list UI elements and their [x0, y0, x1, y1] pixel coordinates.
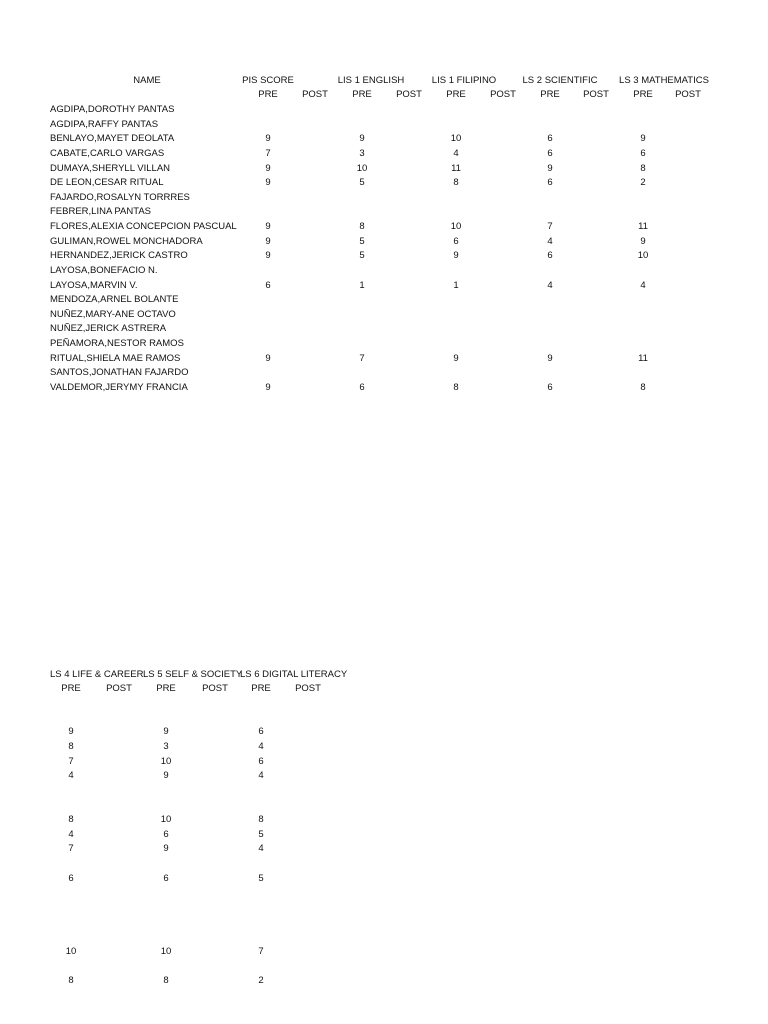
pre-score: 6 [359, 381, 365, 393]
pre-score: 10 [450, 133, 462, 145]
pre-score: 8 [453, 177, 459, 189]
pre-score: 8 [68, 814, 74, 826]
pre-score: 6 [258, 726, 264, 738]
student-name: NUÑEZ,MARY-ANE OCTAVO [50, 308, 176, 320]
student-name: FEBRER,LINA PANTAS [50, 206, 152, 218]
post-column-header: POST [202, 683, 228, 694]
pre-score: 9 [453, 352, 459, 364]
subject-header: LS 5 SELF & SOCIETY [143, 669, 243, 680]
pre-score: 10 [160, 755, 172, 767]
student-name: LAYOSA,BONEFACIO N. [50, 264, 158, 276]
pre-score: 5 [359, 250, 365, 262]
pre-score: 4 [258, 740, 264, 752]
pre-score: 5 [359, 235, 365, 247]
pre-score: 11 [638, 352, 648, 364]
pre-column-header: PRE [251, 683, 271, 694]
pre-score: 8 [163, 974, 169, 986]
student-name: BENLAYO,MAYET DEOLATA [50, 133, 175, 145]
pre-score: 4 [640, 279, 646, 291]
pre-score: 10 [637, 250, 649, 262]
student-name: HERNANDEZ,JERICK CASTRO [50, 250, 188, 262]
post-column-header: POST [675, 89, 701, 100]
post-column-header: POST [295, 683, 321, 694]
pre-score: 9 [68, 726, 74, 738]
subject-header: LIS 1 ENGLISH [337, 75, 405, 86]
pre-score: 10 [160, 814, 172, 826]
pre-score: 9 [265, 221, 271, 233]
pre-column-header: PRE [258, 89, 278, 100]
pre-score: 8 [68, 740, 74, 752]
pre-score: 10 [450, 221, 462, 233]
pre-score: 4 [547, 235, 553, 247]
pre-score: 9 [163, 770, 169, 782]
post-column-header: POST [583, 89, 609, 100]
pre-score: 3 [359, 147, 365, 159]
student-name: AGDIPA,RAFFY PANTAS [50, 118, 159, 130]
pre-score: 9 [265, 250, 271, 262]
pre-score: 8 [68, 974, 74, 986]
pre-score: 6 [547, 250, 553, 262]
pre-column-header: PRE [446, 89, 466, 100]
post-column-header: POST [302, 89, 328, 100]
pre-score: 3 [163, 740, 169, 752]
pre-score: 4 [68, 770, 74, 782]
pre-score: 6 [163, 872, 169, 884]
subject-header: LS 2 SCIENTIFIC [522, 75, 598, 86]
pre-score: 1 [453, 279, 459, 291]
subject-header: LS 4 LIFE & CAREER [50, 669, 144, 680]
student-name: SANTOS,JONATHAN FAJARDO [50, 367, 189, 379]
pre-score: 6 [547, 147, 553, 159]
pre-score: 9 [265, 381, 271, 393]
pre-score: 7 [68, 755, 74, 767]
pre-column-header: PRE [61, 683, 81, 694]
pre-score: 4 [68, 828, 74, 840]
pre-score: 7 [68, 843, 74, 855]
subject-header: LS 6 DIGITAL LITERACY [240, 669, 348, 680]
pre-score: 6 [265, 279, 271, 291]
subject-header: LIS 1 FILIPINO [431, 75, 497, 86]
student-name: GULIMAN,ROWEL MONCHADORA [50, 235, 203, 247]
pre-score: 4 [258, 770, 264, 782]
pre-score: 9 [640, 235, 646, 247]
pre-score: 8 [453, 381, 459, 393]
student-name: LAYOSA,MARVIN V. [50, 279, 138, 291]
subject-header: LS 3 MATHEMATICS [619, 75, 709, 86]
student-name: MENDOZA,ARNEL BOLANTE [50, 294, 179, 306]
pre-score: 5 [359, 177, 365, 189]
pre-score: 9 [547, 162, 553, 174]
pre-column-header: PRE [352, 89, 372, 100]
pre-score: 1 [359, 279, 365, 291]
student-name: VALDEMOR,JERYMY FRANCIA [50, 381, 188, 393]
pre-score: 6 [68, 872, 74, 884]
pre-score: 9 [265, 133, 271, 145]
pre-score: 10 [160, 945, 172, 957]
pre-score: 4 [453, 147, 459, 159]
pre-column-header: PRE [633, 89, 653, 100]
pre-score: 10 [356, 162, 368, 174]
pre-score: 5 [258, 828, 264, 840]
post-column-header: POST [490, 89, 516, 100]
pre-score: 9 [163, 726, 169, 738]
pre-score: 9 [265, 352, 271, 364]
pre-score: 9 [265, 162, 271, 174]
student-name: NUÑEZ,JERICK ASTRERA [50, 323, 167, 335]
pre-score: 9 [547, 352, 553, 364]
student-name: DUMAYA,SHERYLL VILLAN [50, 162, 171, 174]
pre-score: 8 [640, 162, 646, 174]
student-name: PEÑAMORA,NESTOR RAMOS [50, 338, 184, 350]
pre-score: 10 [65, 945, 77, 957]
student-name: FLORES,ALEXIA CONCEPCION PASCUAL [50, 221, 237, 233]
pre-score: 7 [547, 221, 553, 233]
pre-score: 8 [640, 381, 646, 393]
post-column-header: POST [396, 89, 422, 100]
pre-score: 5 [258, 872, 264, 884]
pre-score: 6 [547, 177, 553, 189]
pre-score: 6 [453, 235, 459, 247]
student-name: CABATE,CARLO VARGAS [50, 147, 165, 159]
pre-score: 9 [640, 133, 646, 145]
pre-score: 7 [258, 945, 264, 957]
subject-header: PIS SCORE [242, 75, 294, 86]
pre-score: 9 [359, 133, 365, 145]
pre-score: 11 [638, 221, 648, 233]
pre-score: 9 [265, 177, 271, 189]
student-name: DE LEON,CESAR RITUAL [50, 177, 164, 189]
pre-score: 7 [359, 352, 365, 364]
pre-score: 11 [451, 162, 461, 174]
pre-column-header: PRE [540, 89, 560, 100]
student-name: FAJARDO,ROSALYN TORRRES [50, 191, 190, 203]
student-name: RITUAL,SHIELA MAE RAMOS [50, 352, 181, 364]
pre-score: 8 [359, 221, 365, 233]
pre-score: 6 [258, 755, 264, 767]
pre-score: 8 [258, 814, 264, 826]
pre-score: 4 [547, 279, 553, 291]
pre-column-header: PRE [156, 683, 176, 694]
pre-score: 4 [258, 843, 264, 855]
pre-score: 2 [258, 974, 264, 986]
pre-score: 6 [163, 828, 169, 840]
pre-score: 9 [453, 250, 459, 262]
pre-score: 6 [640, 147, 646, 159]
pre-score: 6 [547, 381, 553, 393]
pre-score: 6 [547, 133, 553, 145]
name-column-header: NAME [133, 75, 161, 86]
post-column-header: POST [106, 683, 132, 694]
student-name: AGDIPA,DOROTHY PANTAS [50, 104, 175, 115]
pre-score: 7 [265, 147, 271, 159]
pre-score: 9 [265, 235, 271, 247]
pre-score: 2 [640, 177, 646, 189]
pre-score: 9 [163, 843, 169, 855]
